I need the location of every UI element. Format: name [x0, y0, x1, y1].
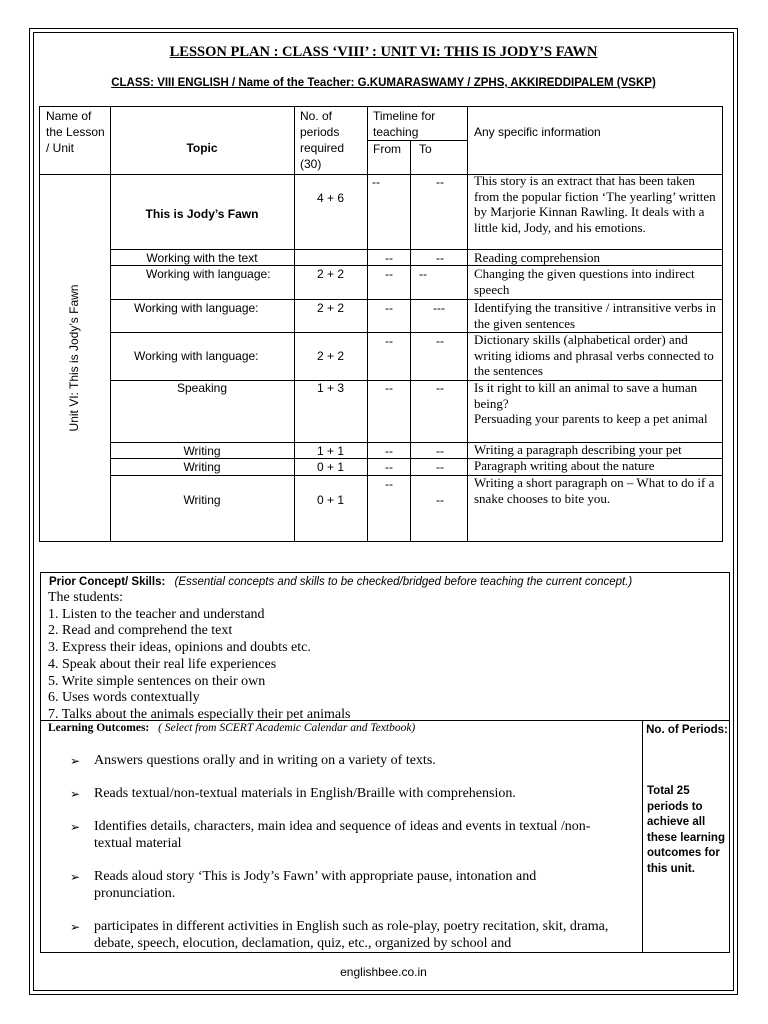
page-subtitle: CLASS: VIII ENGLISH / Name of the Teacher: G.KUMARASWAMY / ZPHS, AKKIREDDIPALEM (VSKP) — [111, 77, 656, 89]
footer-site: englishbee.co.in — [340, 965, 427, 979]
row-periods: 1 + 3 — [316, 381, 345, 395]
periods-heading: No. of Periods: — [646, 724, 728, 736]
row-periods: 0 + 1 — [316, 460, 345, 474]
row-periods: 2 + 2 — [316, 349, 345, 363]
header-periods: No. of periods required (30) — [300, 109, 345, 171]
row-info-extra: Persuading your parents to keep a pet animal — [474, 411, 708, 426]
prior-item: 3. Express their ideas, opinions and doubts etc. — [48, 640, 311, 656]
row-from: -- — [385, 334, 393, 348]
arrow-bullet-icon: ➢ — [70, 820, 81, 834]
row-info: Identifying the transitive / intransitive verbs in the given sentences — [474, 300, 716, 331]
row-periods: 1 + 1 — [316, 444, 345, 458]
unit-label: Unit VI: This is Jody’s Fawn — [67, 284, 81, 432]
row-to: -- — [436, 460, 444, 474]
row-from: -- — [385, 301, 393, 315]
prior-item: 7. Talks about the animals especially their pet animals — [48, 706, 351, 722]
learning-outcomes-box: Learning Outcomes: ( Select from SCERT Academic Calendar and Textbook) No. of Periods: Total 25 periods to achieve all these learning outcomes for this unit. ➢ Answers questions orally and in writing on a variety of texts. ➢ Reads textual/non-textual materials in English/Braille with comprehension. ➢ Identifies details, characters, main idea and sequence of ideas and events in textual /non-textual material ➢ Reads aloud story ‘This is Jody’s Fawn’ with appropriate pause, intonation and pronunciation. ➢ participates in different activities in English such as role-play, poetry recitation, skit, drama, debate, speech, elocution, declamation, quiz, etc., organized by school and — [40, 721, 730, 953]
row-topic: Writing — [183, 460, 221, 474]
row-to: -- — [436, 251, 444, 265]
prior-item: 4. Speak about their real life experiences — [48, 656, 277, 672]
row-periods: 2 + 2 — [316, 267, 345, 281]
header-topic: Topic — [186, 141, 218, 155]
learning-outcomes-note: ( Select from SCERT Academic Calendar and Textbook) — [158, 722, 416, 734]
row-from: -- — [385, 460, 393, 474]
row-from: -- — [385, 444, 393, 458]
row-to: -- — [436, 444, 444, 458]
header-info: Any specific information — [474, 125, 601, 139]
prior-concept-label: Prior Concept/ Skills: — [49, 576, 166, 588]
header-timeline: Timeline for teaching — [373, 109, 436, 139]
prior-concept-note: (Essential concepts and skills to be checked/bridged before teaching the current concept.) — [174, 576, 633, 588]
row-topic: Speaking — [176, 381, 228, 395]
arrow-bullet-icon: ➢ — [70, 787, 81, 801]
row-info: Changing the given questions into indirect speech — [474, 266, 695, 297]
row-from: -- — [372, 175, 380, 189]
row-topic: Writing — [183, 444, 221, 458]
row-to: -- — [419, 267, 427, 281]
row-periods: 2 + 2 — [316, 301, 345, 315]
prior-item: 2. Read and comprehend the text — [48, 623, 233, 639]
row-to: --- — [433, 301, 445, 315]
learning-outcomes-heading — [48, 722, 415, 734]
row-periods: 4 + 6 — [316, 191, 345, 205]
row-topic: Working with language: — [146, 267, 271, 281]
row-periods: 0 + 1 — [316, 493, 345, 507]
prior-concept-box — [40, 572, 730, 721]
header-to: To — [419, 142, 432, 156]
row-topic: This is Jody’s Fawn — [145, 207, 259, 221]
learning-outcomes-label: Learning Outcomes: — [48, 722, 150, 734]
prior-concept-list — [48, 590, 350, 724]
row-info: Paragraph writing about the nature — [474, 458, 655, 473]
row-to: -- — [436, 175, 444, 189]
prior-concept-heading — [49, 576, 632, 588]
row-from: -- — [385, 477, 393, 491]
row-topic: Working with the text — [146, 251, 258, 265]
row-from: -- — [385, 251, 393, 265]
page-title: LESSON PLAN : CLASS ‘VIII’ : UNIT VI: THIS IS JODY’S FAWN — [169, 44, 598, 60]
arrow-bullet-icon: ➢ — [70, 754, 81, 768]
prior-item: 5. Write simple sentences on their own — [48, 673, 266, 689]
row-info: Dictionary skills (alphabetical order) and writing idioms and phrasal verbs connected to the sentences — [474, 332, 714, 378]
row-to: -- — [436, 493, 444, 507]
header-from: From — [373, 142, 401, 156]
row-topic: Writing — [183, 493, 221, 507]
prior-item: 1. Listen to the teacher and understand — [48, 606, 265, 622]
row-info: This story is an extract that has been taken from the popular fiction ‘The yearling’ written by Marjorie Kinnan Rawling. It deals with a little kid, Jody, and his emotions. — [474, 173, 716, 235]
row-topic: Working with language: — [134, 349, 259, 363]
prior-intro: The students: — [48, 590, 124, 605]
row-to: -- — [436, 334, 444, 348]
arrow-bullet-icon: ➢ — [70, 870, 81, 884]
row-info: Writing a paragraph describing your pet — [474, 442, 682, 457]
row-from: -- — [385, 267, 393, 281]
prior-item: 6. Uses words contextually — [48, 690, 200, 706]
row-to: -- — [436, 381, 444, 395]
arrow-bullet-icon: ➢ — [70, 920, 81, 934]
header-lesson: Name of the Lesson / Unit — [46, 109, 105, 155]
row-info: Is it right to kill an animal to save a human being? — [474, 380, 698, 411]
row-from: -- — [385, 381, 393, 395]
row-topic: Working with language: — [134, 301, 259, 315]
row-info: Reading comprehension — [474, 250, 600, 265]
periods-note: Total 25 periods to achieve all these learning outcomes for this unit. — [647, 785, 725, 875]
row-info: Writing a short paragraph on – What to do if a snake chooses to bite you. — [474, 475, 715, 506]
